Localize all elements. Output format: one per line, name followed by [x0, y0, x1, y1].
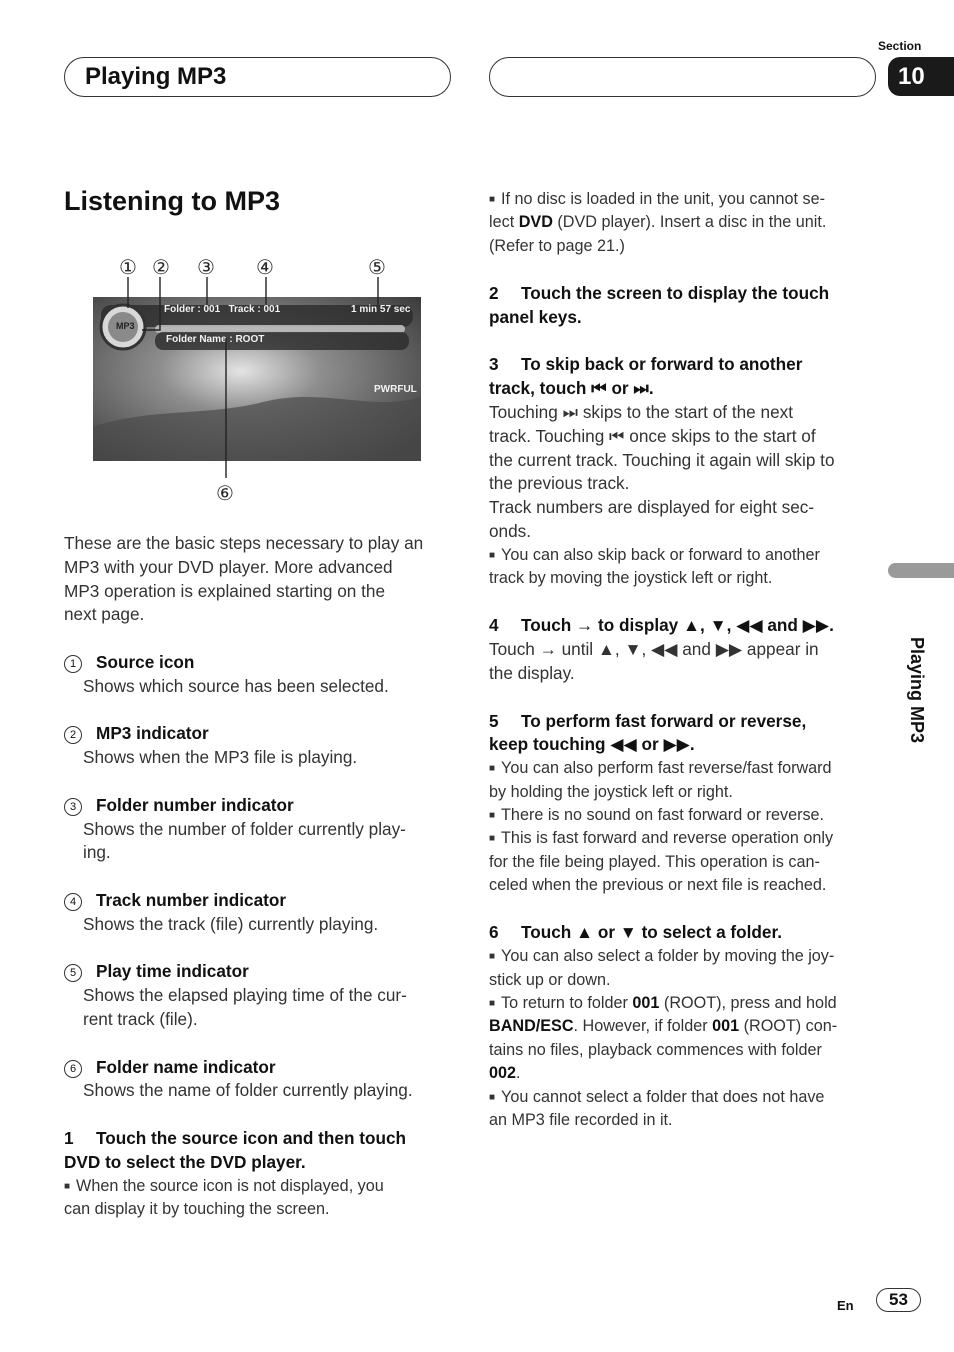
- step-3-title-cont: track, touch ⏮ or ⏭.: [489, 378, 654, 399]
- display-figure: [64, 250, 444, 510]
- item-desc: Shows the track (file) currently playing.: [83, 913, 379, 934]
- step-3-body: Track numbers are displayed for eight sec-: [489, 497, 815, 518]
- item-title: 2 MP3 indicator: [64, 722, 454, 746]
- step-6-note: ■ You cannot select a folder that does not have: [489, 1087, 825, 1106]
- item-title: 5 Play time indicator: [64, 960, 454, 984]
- step-3-note: ■ You can also skip back or forward to another: [489, 545, 820, 564]
- callout-6: ⑥: [216, 483, 234, 505]
- step-6-note-cont: tains no files, playback commences with folder: [489, 1040, 822, 1059]
- item-desc: rent track (file).: [83, 1008, 198, 1029]
- page-number: 53: [876, 1288, 921, 1312]
- callout-1: ①: [119, 257, 137, 279]
- item-title: 4 Track number indicator: [64, 889, 454, 913]
- step-5-title-cont: keep touching ◀◀ or ▶▶.: [489, 734, 695, 755]
- step-1-note: ■ When the source icon is not displayed, you: [64, 1176, 384, 1195]
- callout-5: ⑤: [368, 257, 386, 279]
- step-5-note: ■ You can also perform fast reverse/fast forward: [489, 759, 832, 778]
- step-3-body: track. Touching ⏮ once skips to the start of: [489, 425, 816, 446]
- step-3-body: the previous track.: [489, 473, 630, 494]
- step-5-title: 5 To perform fast forward or reverse,: [489, 710, 807, 731]
- step-3-body: onds.: [489, 520, 532, 541]
- step-3-body: Touching ⏭ skips to the start of the next: [489, 402, 793, 422]
- callout-2: ②: [152, 257, 170, 279]
- item-desc: Shows the number of folder currently play-: [83, 818, 406, 839]
- step-6-title: 6 Touch ▲ or ▼ to select a folder.: [489, 922, 782, 943]
- intro-line: next page.: [64, 604, 145, 625]
- step-5-note-cont: for the file being played. This operation is can-: [489, 852, 820, 871]
- intro-line: MP3 with your DVD player. More advanced: [64, 556, 393, 577]
- side-tab-label: Playing MP3: [907, 637, 927, 744]
- callout-4: ④: [256, 257, 274, 279]
- section-number: 10: [888, 57, 954, 96]
- right-column: [489, 188, 881, 1132]
- step-4-body: Touch → until ▲, ▼, ◀◀ and ▶▶ appear in: [489, 639, 819, 660]
- step-6-note-cont: an MP3 file recorded in it.: [489, 1111, 673, 1130]
- screen-mp3-badge: MP3: [116, 321, 135, 331]
- step-5-note: ■ This is fast forward and reverse operation only: [489, 829, 834, 848]
- left-column: [64, 532, 454, 1221]
- step-3-note-cont: track by moving the joystick left or right.: [489, 569, 773, 588]
- note-no-disc-cont: lect DVD (DVD player). Insert a disc in the unit.: [489, 213, 827, 232]
- note-no-disc-cont: (Refer to page 21.): [489, 236, 625, 255]
- step-5-note-cont: by holding the joystick left or right.: [489, 782, 733, 801]
- step-2-title-cont: panel keys.: [489, 306, 582, 327]
- item-desc: Shows the name of folder currently playing.: [83, 1080, 413, 1101]
- step-6-note-cont: BAND/ESC. However, if folder 001 (ROOT) con-: [489, 1017, 838, 1036]
- page-section-title: Playing MP3: [85, 63, 227, 90]
- callout-leader-lines: [64, 250, 444, 510]
- main-heading: Listening to MP3: [64, 186, 280, 216]
- step-6-note: ■ To return to folder 001 (ROOT), press and hold: [489, 994, 837, 1013]
- step-4-title: 4 Touch → to display ▲, ▼, ◀◀ and ▶▶.: [489, 615, 834, 636]
- screen-time: 1 min 57 sec: [351, 304, 411, 315]
- step-6-note-cont: stick up or down.: [489, 970, 611, 989]
- step-6-note: ■ You can also select a folder by moving the joy-: [489, 947, 835, 966]
- step-4-body: the display.: [489, 662, 575, 683]
- step-2-title: 2 Touch the screen to display the touch: [489, 283, 830, 304]
- header-blank-pill: [489, 57, 876, 97]
- item-desc: Shows the elapsed playing time of the cur-: [83, 985, 407, 1006]
- screen-mode: PWRFUL: [374, 384, 417, 395]
- side-tab-marker: [888, 563, 954, 578]
- step-3-title: 3 To skip back or forward to another: [489, 354, 803, 375]
- header-title-pill: [64, 57, 451, 97]
- intro-line: MP3 operation is explained starting on the: [64, 580, 386, 601]
- step-1-note-cont: can display it by touching the screen.: [64, 1199, 330, 1218]
- intro-line: These are the basic steps necessary to play an: [64, 533, 424, 553]
- item-title: 6 Folder name indicator: [64, 1056, 454, 1080]
- callout-3: ③: [197, 257, 215, 279]
- note-no-disc: ■ If no disc is loaded in the unit, you cannot se-: [489, 190, 825, 208]
- item-desc: Shows which source has been selected.: [83, 675, 389, 696]
- screen-folder-track: Folder : 001 Track : 001: [164, 304, 281, 315]
- item-desc: Shows when the MP3 file is playing.: [83, 747, 358, 768]
- footer-language: En: [837, 1298, 854, 1313]
- step-1-title-cont: DVD to select the DVD player.: [64, 1151, 306, 1172]
- section-label: Section: [878, 39, 922, 53]
- item-title: 1 Source icon: [64, 651, 454, 675]
- screen-folder-name: Folder Name : ROOT: [166, 334, 265, 345]
- step-5-note-cont: celed when the previous or next file is reached.: [489, 876, 827, 895]
- step-5-note: ■ There is no sound on fast forward or reverse.: [489, 805, 825, 824]
- step-6-note-cont: 002.: [489, 1064, 521, 1083]
- step-3-body: the current track. Touching it again will skip to: [489, 449, 835, 470]
- item-title: 3 Folder number indicator: [64, 794, 454, 818]
- item-desc: ing.: [83, 842, 111, 863]
- step-1-title: 1 Touch the source icon and then touch: [64, 1127, 407, 1148]
